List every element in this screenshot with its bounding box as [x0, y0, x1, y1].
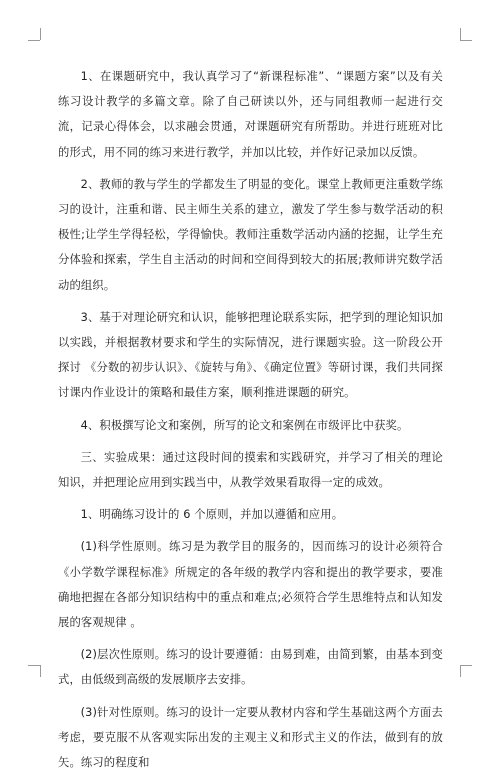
- crop-mark-top-left-h: [28, 40, 40, 41]
- crop-mark-top-right-v: [460, 28, 461, 40]
- crop-mark-bottom-right-h: [460, 665, 472, 666]
- crop-mark-bottom-left-h: [28, 665, 40, 666]
- document-body: [58, 64, 443, 782]
- paragraph: 3、基于对理论研究和认识，能够把理论联系实际，把学到的理论知识加以实践，并根据教材要求和学生的实际情况，进行课题实验。这一阶段公开探讨 《分数的初步认识》、《旋转与角》、《确定位置》等研讨课，我们共同探讨课内作业设计的策略和最佳方案，顺利推进课题的研究。: [58, 310, 443, 400]
- paragraph: 1、明确练习设计的 6 个原则，并加以遵循和应用。: [80, 508, 344, 522]
- crop-mark-top-left-v: [40, 28, 41, 40]
- paragraph: 1、在课题研究中，我认真学习了“新课程标准”、“课题方案”以及有关练习设计教学的多篇文章。除了自己研读以外，还与同组教师一起进行交流，记录心得体会，以求融会贯通，对课题研究有所帮助。并进行班班对比的形式，用不同的练习来进行教学，并加以比较，并作好记录加以反馈。: [58, 70, 443, 159]
- paragraph: 2、教师的教与学生的学都发生了明显的变化。课堂上教师更注重数学练习的设计，注重和谐、民主师生关系的建立，激发了学生参与数学活动的积极性;让学生学得轻松，学得愉快。教师注重数学活动内涵的挖掘，让学生充分体验和探索，学生自主活动的时间和空间得到较大的拓展;教师讲究数学活动的组织。: [58, 177, 443, 292]
- paragraph: 4、积极撰写论文和案例，所写的论文和案例在市级评比中获奖。: [80, 418, 409, 432]
- paragraph: (2)层次性原则。练习的设计要遵循：由易到难，由简到繁，由基本到变式，由低级到高级的发展顺序去安排。: [58, 648, 443, 687]
- crop-mark-top-right-h: [460, 40, 472, 41]
- paragraph: (3)针对性原则。练习的设计一定要从教材内容和学生基础这两个方面去考虑，要克服不从客观实际出发的主观主义和形式主义的作法，做到有的放矢。练习的程度和: [58, 705, 443, 770]
- crop-mark-bottom-right-v: [460, 665, 461, 677]
- crop-mark-bottom-left-v: [40, 665, 41, 677]
- paragraph: (1)科学性原则。练习是为教学目的服务的，因而练习的设计必须符合《小学数学课程标准》所规定的各年级的教学内容和提出的教学要求，要准确地把握在各部分知识结构中的重点和难点;必须符合学生思维特点和认知发展的客观规律 。: [58, 540, 443, 630]
- paragraph: 三、实验成果：通过这段时间的摸索和实践研究，并学习了相关的理论知识，并把理论应用到实践当中，从教学效果看取得一定的成效。: [58, 450, 443, 490]
